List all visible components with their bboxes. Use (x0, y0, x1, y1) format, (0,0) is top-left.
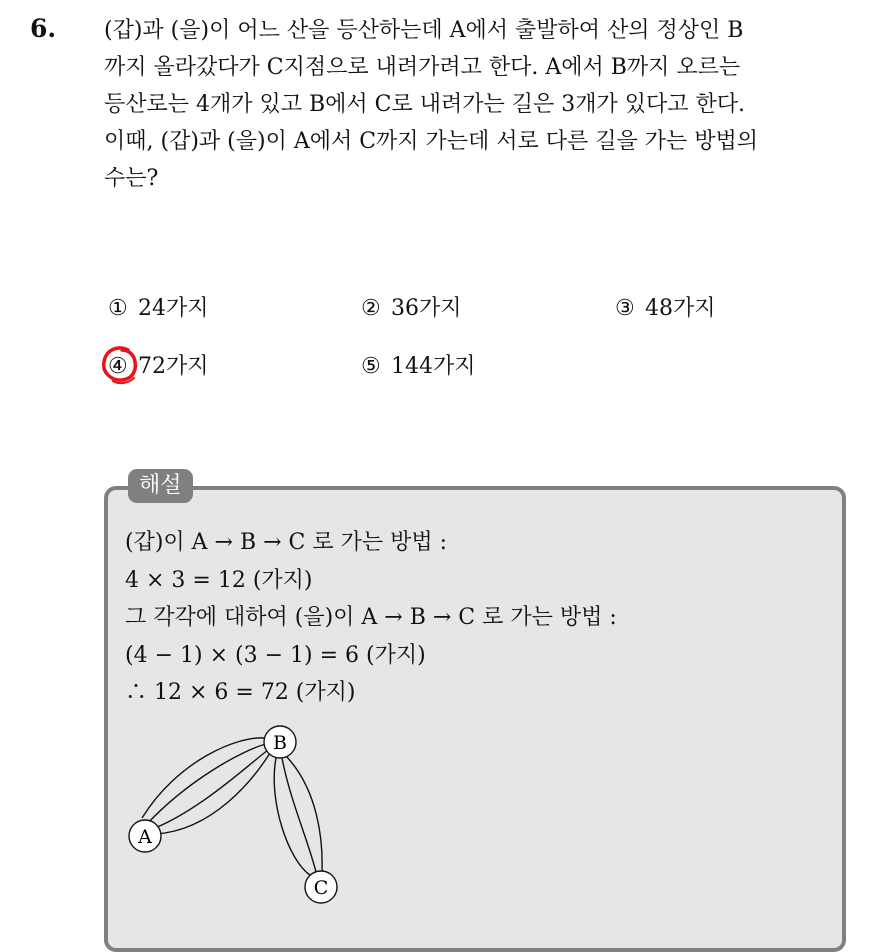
node-c-label: C (313, 877, 329, 899)
choice-4-mark: ④ (108, 354, 128, 379)
choice-2[interactable] (361, 294, 462, 324)
choice-2-mark: ② (361, 296, 381, 321)
answer-circle-mark (101, 345, 139, 385)
node-b-label: B (273, 732, 287, 754)
path-a-b-3 (150, 750, 268, 830)
choice-4-text: 72가지 (138, 354, 209, 379)
choice-1-mark: ① (108, 296, 128, 321)
choice-3-text: 48가지 (645, 296, 716, 321)
solution-label: 해설 (128, 469, 193, 503)
choice-1-text: 24가지 (138, 296, 209, 321)
choice-5[interactable] (361, 352, 476, 382)
solution-line-4: (4 − 1) × (3 − 1) = 6 (가지) (125, 642, 426, 668)
choice-3-mark: ③ (615, 296, 635, 321)
question-line-4: 이때, (갑)과 (을)이 A에서 C까지 가는데 서로 다른 길을 가는 방법의 (104, 129, 759, 154)
node-a-label: A (138, 826, 152, 848)
question-line-3: 등산로는 4개가 있고 B에서 C로 내려가는 길은 3개가 있다고 한다. (104, 92, 745, 117)
question-text (104, 12, 864, 197)
choice-1[interactable] (108, 294, 209, 324)
solution-line-5: ∴ 12 × 6 = 72 (가지) (125, 680, 356, 705)
question-number: 6. (30, 14, 57, 43)
choice-2-text: 36가지 (391, 296, 462, 321)
path-b-c-2 (282, 758, 316, 872)
question-line-2: 까지 올라갔다가 C지점으로 내려가려고 한다. A에서 B까지 오르는 (104, 55, 741, 80)
question-line-5: 수는? (104, 166, 159, 191)
choice-3[interactable] (615, 294, 716, 324)
path-diagram (118, 720, 358, 910)
question-line-1: (갑)과 (을)이 어느 산을 등산하는데 A에서 출발하여 산의 정상인 B (104, 18, 744, 43)
solution-line-3: 그 각각에 대하여 (을)이 A → B → C 로 가는 방법 : (125, 605, 617, 630)
solution-line-1: (갑)이 A → B → C 로 가는 방법 : (125, 530, 448, 555)
solution-text (125, 524, 617, 712)
path-b-c-3 (286, 756, 322, 871)
choice-5-text: 144가지 (391, 354, 476, 379)
choice-5-mark: ⑤ (361, 354, 381, 379)
path-b-c-1 (274, 758, 310, 875)
path-a-b-1 (142, 738, 264, 818)
solution-line-2: 4 × 3 = 12 (가지) (125, 567, 313, 593)
